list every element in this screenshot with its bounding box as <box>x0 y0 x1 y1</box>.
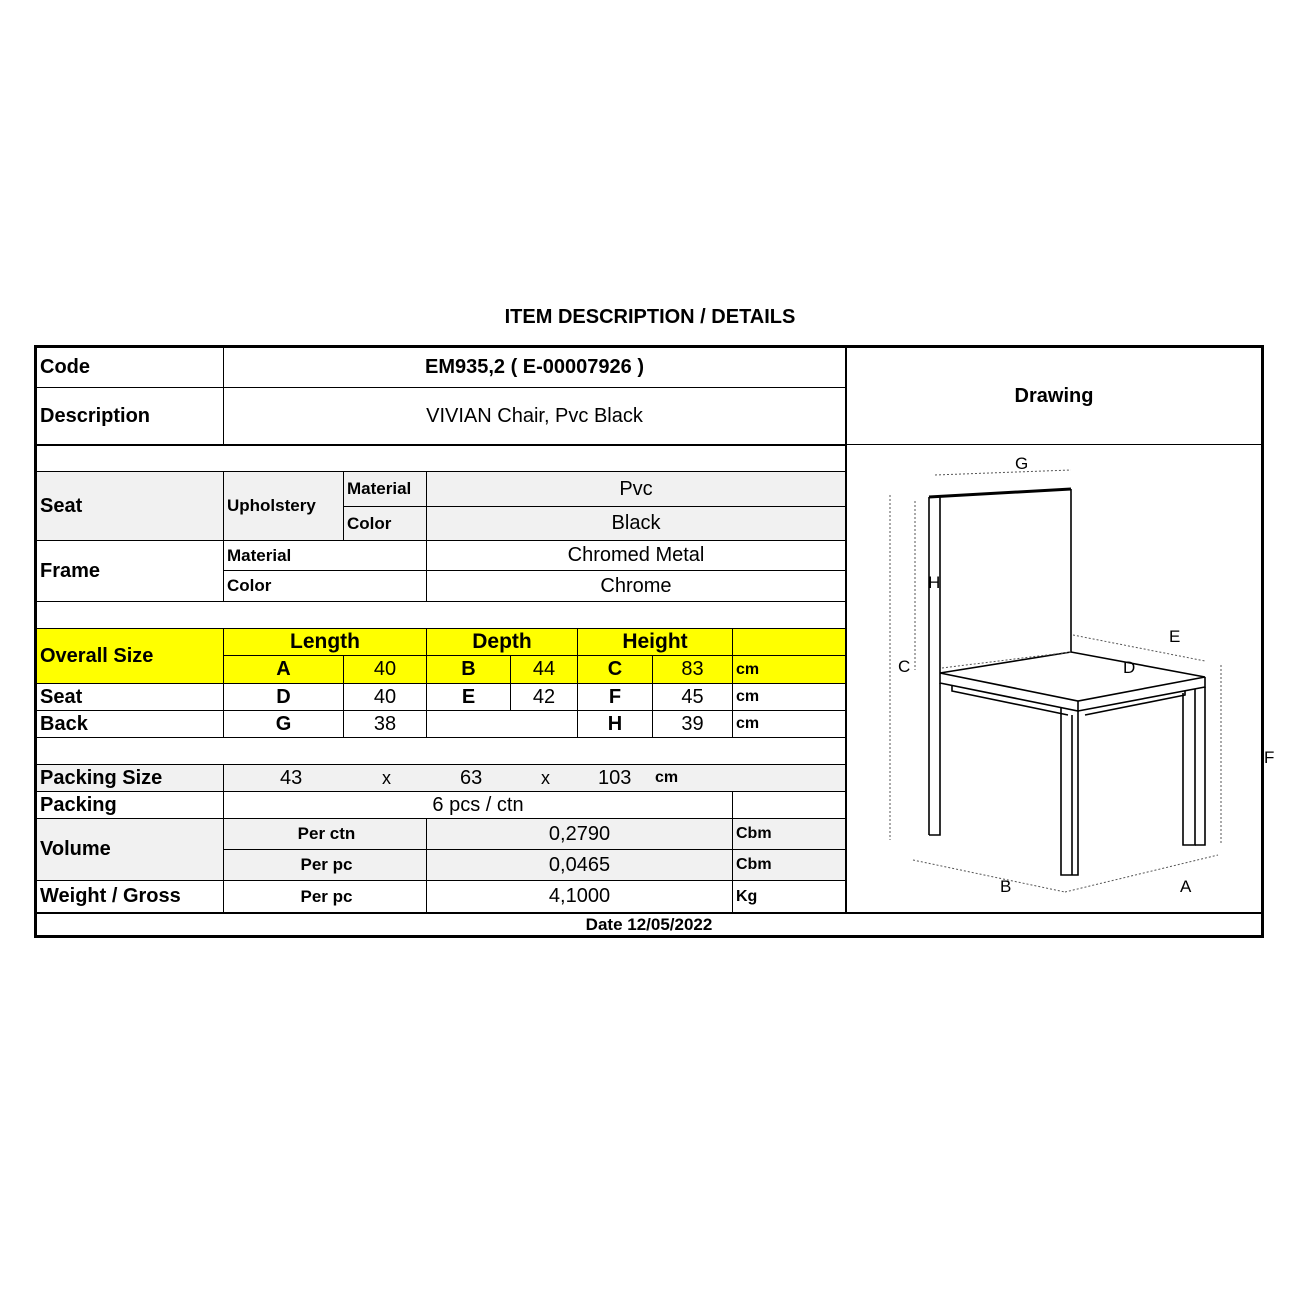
back-height-value: 39 <box>652 710 732 737</box>
dimension-letter-h: H <box>928 573 941 592</box>
back-height-letter: H <box>577 710 652 737</box>
back-length-letter: G <box>223 710 343 737</box>
overall-depth-letter: B <box>426 655 510 683</box>
depth-header: Depth <box>426 628 577 655</box>
seat-size-label: Seat <box>37 683 223 710</box>
seat-height-letter: F <box>577 683 652 710</box>
overall-height-letter: C <box>577 655 652 683</box>
frame-material-label: Material <box>223 540 426 570</box>
volume-label: Volume <box>37 818 223 880</box>
seat-height-value: 45 <box>652 683 732 710</box>
packing-blank <box>732 791 845 818</box>
overall-length-letter: A <box>223 655 343 683</box>
packing-value: 6 pcs / ctn <box>223 791 732 818</box>
description-value: VIVIAN Chair, Pvc Black <box>223 387 845 444</box>
spacer-row <box>37 601 845 628</box>
packing-dim-2: 63 <box>460 766 483 789</box>
frame-material-value: Chromed Metal <box>426 540 845 570</box>
upholstery-label: Upholstery <box>223 471 343 540</box>
back-unit: cm <box>732 710 845 737</box>
overall-size-label: Overall Size <box>37 628 223 683</box>
back-depth-blank <box>426 710 577 737</box>
seat-color-value: Black <box>426 506 845 540</box>
overall-length-value: 40 <box>343 655 426 683</box>
overall-unit: cm <box>732 655 845 683</box>
header-blank-cell <box>732 628 845 655</box>
weight-unit: Kg <box>732 880 845 912</box>
dimension-letter-c: C <box>898 657 911 676</box>
volume-per-ctn-unit: Cbm <box>732 818 845 849</box>
weight-per-pc-label: Per pc <box>223 880 426 912</box>
drawing-header: Drawing <box>845 348 1261 444</box>
overall-depth-value: 44 <box>510 655 577 683</box>
spacer-row <box>37 737 845 764</box>
dimension-letter-g: G <box>1015 454 1029 473</box>
volume-per-ctn-value: 0,2790 <box>426 818 732 849</box>
code-value: EM935,2 ( E-00007926 ) <box>223 348 845 387</box>
packing-size-unit: cm <box>655 769 679 786</box>
height-header: Height <box>577 628 732 655</box>
back-size-label: Back <box>37 710 223 737</box>
packing-sep-1: x <box>382 767 391 788</box>
weight-value: 4,1000 <box>426 880 732 912</box>
seat-color-label: Color <box>343 506 426 540</box>
frame-color-label: Color <box>223 570 426 601</box>
seat-depth-value: 42 <box>510 683 577 710</box>
seat-length-letter: D <box>223 683 343 710</box>
volume-per-pc-unit: Cbm <box>732 849 845 880</box>
dimension-letter-b: B <box>1000 877 1012 896</box>
back-length-value: 38 <box>343 710 426 737</box>
seat-material-label: Material <box>343 471 426 506</box>
description-label: Description <box>37 387 223 444</box>
packing-size-label: Packing Size <box>37 764 223 791</box>
document-title: ITEM DESCRIPTION / DETAILS <box>504 306 796 328</box>
packing-sep-2: x <box>541 767 550 788</box>
volume-per-ctn-label: Per ctn <box>223 818 426 849</box>
seat-material-value: Pvc <box>426 471 845 506</box>
seat-length-value: 40 <box>343 683 426 710</box>
item-details-table <box>34 345 1275 938</box>
dimension-letter-f: F <box>1264 748 1275 767</box>
seat-label: Seat <box>37 471 223 540</box>
packing-size-values <box>223 764 845 791</box>
seat-unit: cm <box>732 683 845 710</box>
date-footer: Date 12/05/2022 <box>37 912 1261 935</box>
weight-label: Weight / Gross <box>37 880 223 912</box>
seat-depth-letter: E <box>426 683 510 710</box>
chair-drawing <box>843 445 1275 913</box>
length-header: Length <box>223 628 426 655</box>
dimension-letter-d: D <box>1123 658 1136 677</box>
volume-per-pc-value: 0,0465 <box>426 849 732 880</box>
frame-label: Frame <box>37 540 223 601</box>
packing-dim-3: 103 <box>598 766 632 789</box>
volume-per-pc-label: Per pc <box>223 849 426 880</box>
packing-dim-1: 43 <box>280 766 303 789</box>
overall-height-value: 83 <box>652 655 732 683</box>
dimension-letter-a: A <box>1180 877 1192 896</box>
frame-color-value: Chrome <box>426 570 845 601</box>
packing-label: Packing <box>37 791 223 818</box>
dimension-letter-e: E <box>1169 627 1181 646</box>
code-label: Code <box>40 356 90 378</box>
spacer-row <box>37 444 845 471</box>
